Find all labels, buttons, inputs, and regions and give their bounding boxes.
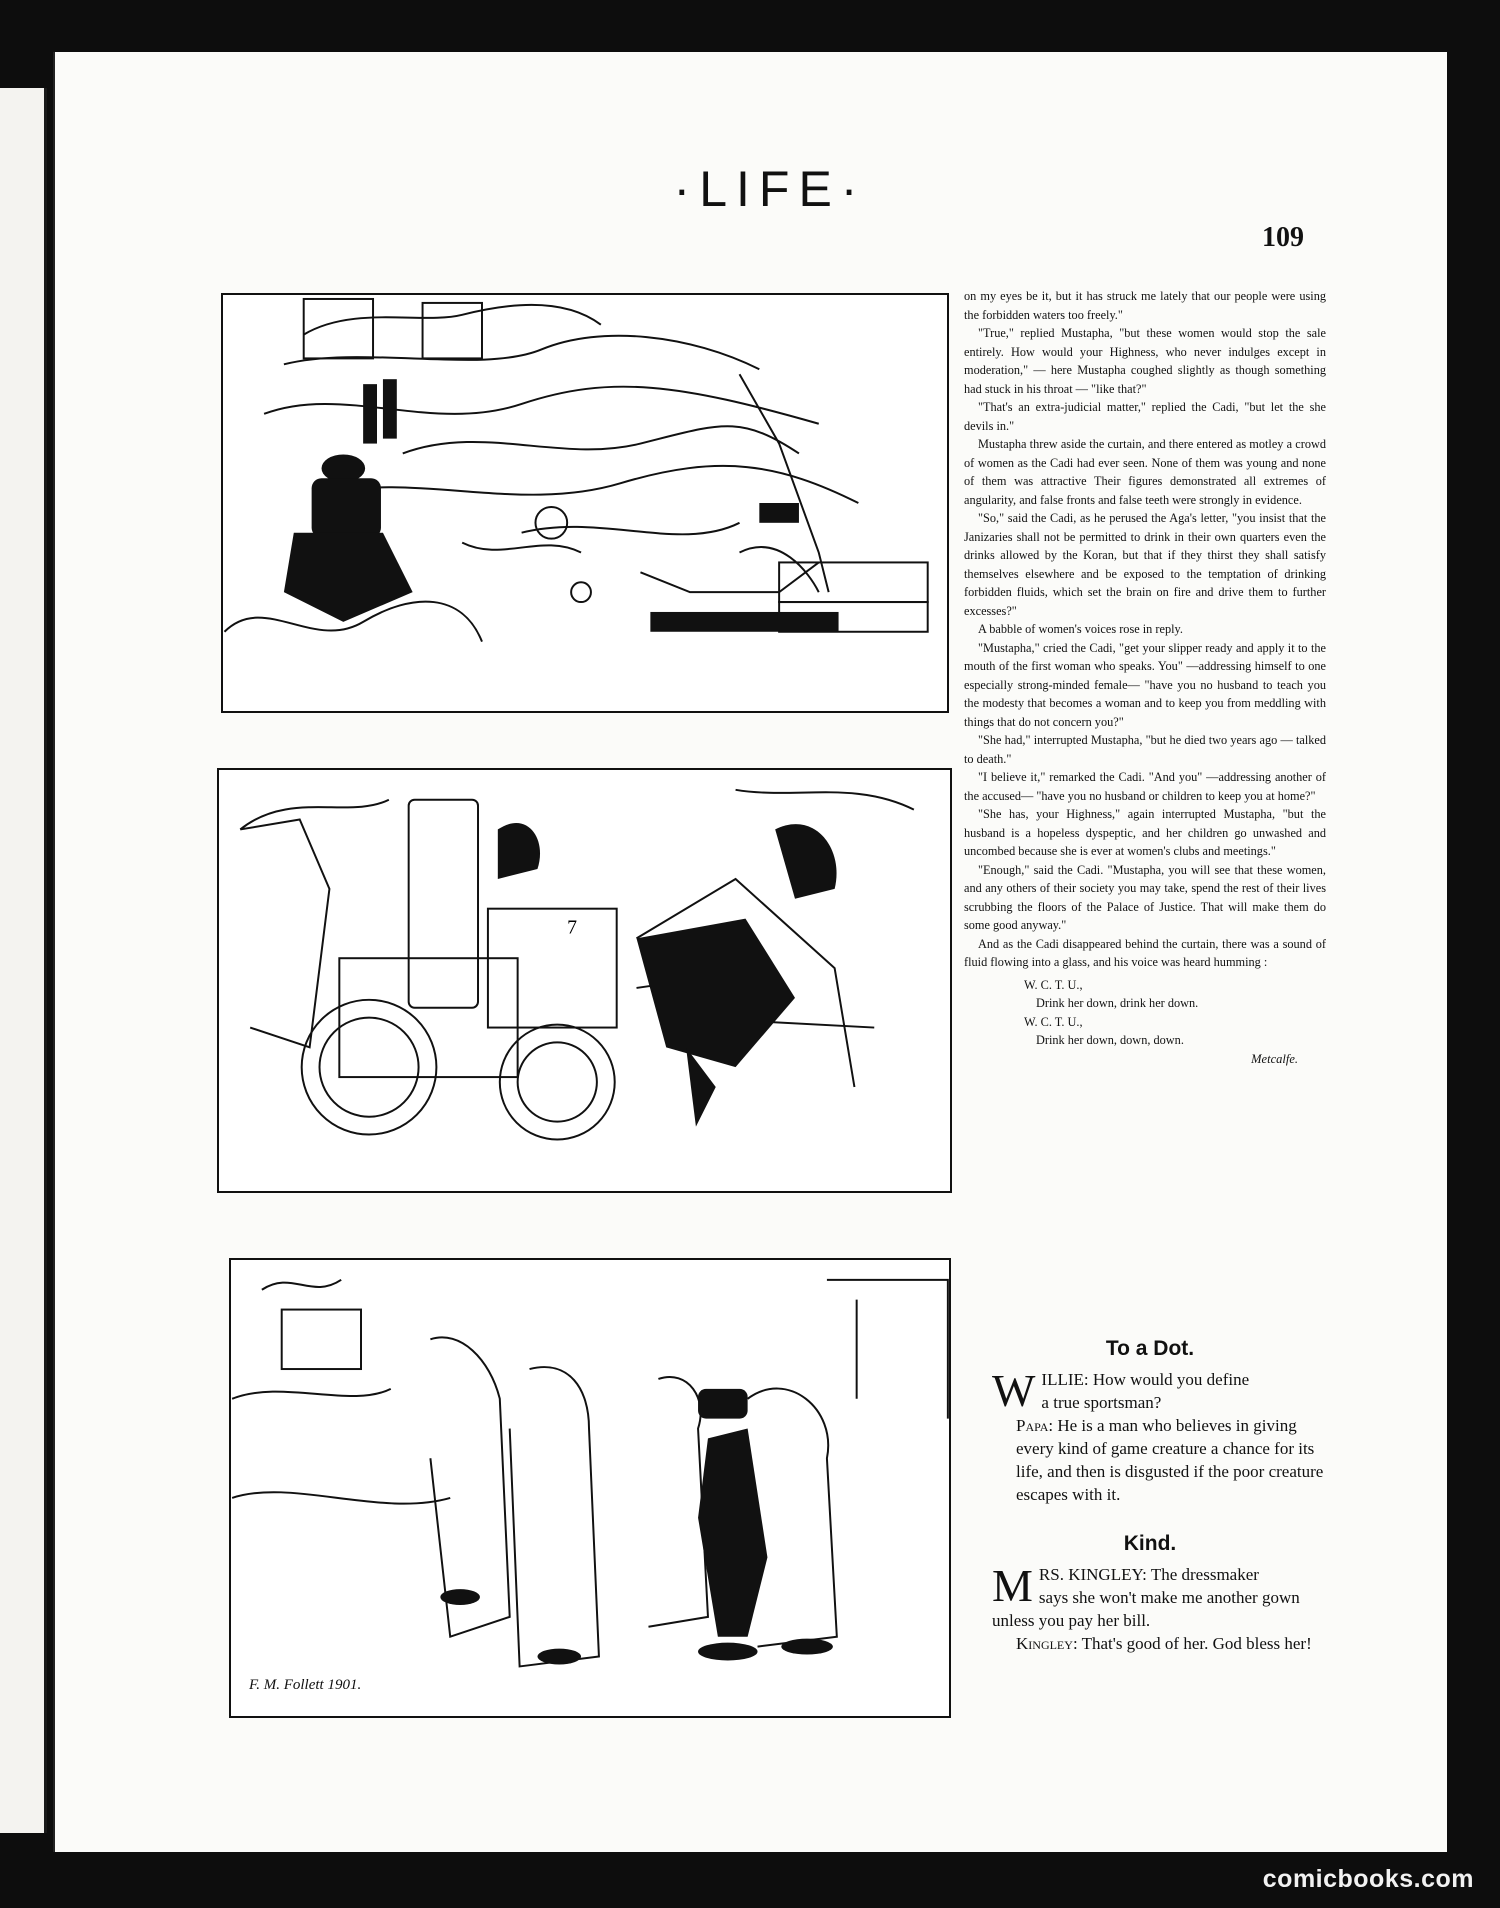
joke-title: Kind. — [1123, 1532, 1177, 1555]
joke-reply: : That's good of her. God bless her! — [1072, 1634, 1312, 1653]
fire-engine-drawing — [219, 770, 950, 1191]
drop-cap: W — [992, 1365, 1036, 1416]
joke-line: says she won't make me another gown unless you pay her bill. — [992, 1588, 1300, 1630]
street-crowd-drawing — [231, 1260, 949, 1716]
story-paragraph: "She has, your Highness," again interrupted Mustapha, "but the husband is a hopeless dyspeptic, and her children go unwashed and uncombed because she is ever at women's clubs and meetings." — [964, 807, 1326, 858]
masthead-title: ·LIFE· — [673, 161, 867, 217]
chaos-drawing — [223, 295, 947, 711]
joke-title: To a Dot. — [1105, 1337, 1195, 1360]
story-paragraph: "True," replied Mustapha, "but these women would stop the sale entirely. How would your Highness, who never indulges except in moderation," — here Mustapha coughed slightly as though something had stuck in his throat — "like that?" — [964, 326, 1326, 396]
verse-line: W. C. T. U., — [1024, 977, 1083, 992]
verse-line: Drink her down, drink her down. — [1036, 996, 1199, 1010]
illustrator-signature: F. M. Follett 1901. — [249, 1677, 362, 1693]
joke-reply: : He is a man who believes in giving every kind of game creature a chance for its life, and then is disgusted if the poor creature escapes with it. — [1016, 1416, 1324, 1504]
joke-kind — [992, 1560, 1327, 1655]
verse-line: Drink her down, down, down. — [1036, 1033, 1184, 1047]
story-paragraph: And as the Cadi disappeared behind the curtain, there was a sound of fluid flowing into a glass, and his voice was heard humming : — [964, 936, 1326, 969]
verse — [1024, 976, 1326, 1050]
page-number: 109 — [1262, 222, 1304, 253]
joke-to-a-dot — [992, 1365, 1327, 1506]
joke-speaker: Kingley — [1016, 1634, 1073, 1653]
watermark: comicbooks.com — [1262, 1865, 1474, 1893]
story-paragraph: A babble of women's voices rose in reply. — [978, 622, 1183, 636]
story-paragraph: "I believe it," remarked the Cadi. "And you" —addressing another of the accused— "have you no husband or children to keep you at home?" — [964, 770, 1326, 803]
author-signature: Metcalfe. — [1251, 1051, 1298, 1066]
joke-line: a true sportsman? — [1041, 1393, 1162, 1412]
story-paragraph: on my eyes be it, but it has struck me lately that our people were using the forbidden waters too freely." — [964, 289, 1326, 322]
story-paragraph: "So," said the Cadi, as he perused the Aga's letter, "you insist that the Janizaries shall not be permitted to drink in their own quarters even the drinks allowed by the Koran, but that if they thirst they shall satisfy themselves elsewhere and be exposed to the temptation of drinking forbidden fluids, which set the brain on fire and drive them to further excesses?" — [964, 511, 1326, 618]
drop-cap: M — [992, 1560, 1033, 1611]
illustration-panel-fire-engine — [217, 768, 952, 1193]
previous-page-edge — [0, 88, 47, 1833]
joke-speaker: Papa — [1016, 1416, 1049, 1435]
story-paragraph: "She had," interrupted Mustapha, "but he died two years ago — talked to death." — [964, 733, 1326, 766]
story-column — [964, 287, 1326, 1068]
story-paragraph: "That's an extra-judicial matter," replied the Cadi, "but let the she devils in." — [964, 400, 1326, 433]
engine-number: 7 — [567, 916, 578, 939]
illustration-panel-street-crowd — [229, 1258, 951, 1718]
story-paragraph: "Enough," said the Cadi. "Mustapha, you will see that these women, and any others of their society you may take, spend the rest of their lives scrubbing the floors of the Palace of Justice. That will make them do some good anyway." — [964, 862, 1326, 932]
verse-line: W. C. T. U., — [1024, 1014, 1083, 1029]
joke-line: RS. KINGLEY: The dressmaker — [1038, 1565, 1259, 1584]
joke-line: ILLIE: How would you define — [1041, 1370, 1250, 1389]
story-paragraph: "Mustapha," cried the Cadi, "get your slipper ready and apply it to the mouth of the first woman who speaks. You" —addressing himself to one especially strong-minded female— "have you no husband to teach you the modesty that becomes a woman and to keep you from meddling with things that do not concern you?" — [964, 640, 1326, 729]
illustration-panel-chaos — [221, 293, 949, 713]
story-paragraph: Mustapha threw aside the curtain, and there entered as motley a crowd of women as the Cadi had ever seen. None of them was young and none of them was attractive Their figures demonstrated all extremes of angularity, and false fronts and false teeth were strongly in evidence. — [964, 437, 1326, 507]
